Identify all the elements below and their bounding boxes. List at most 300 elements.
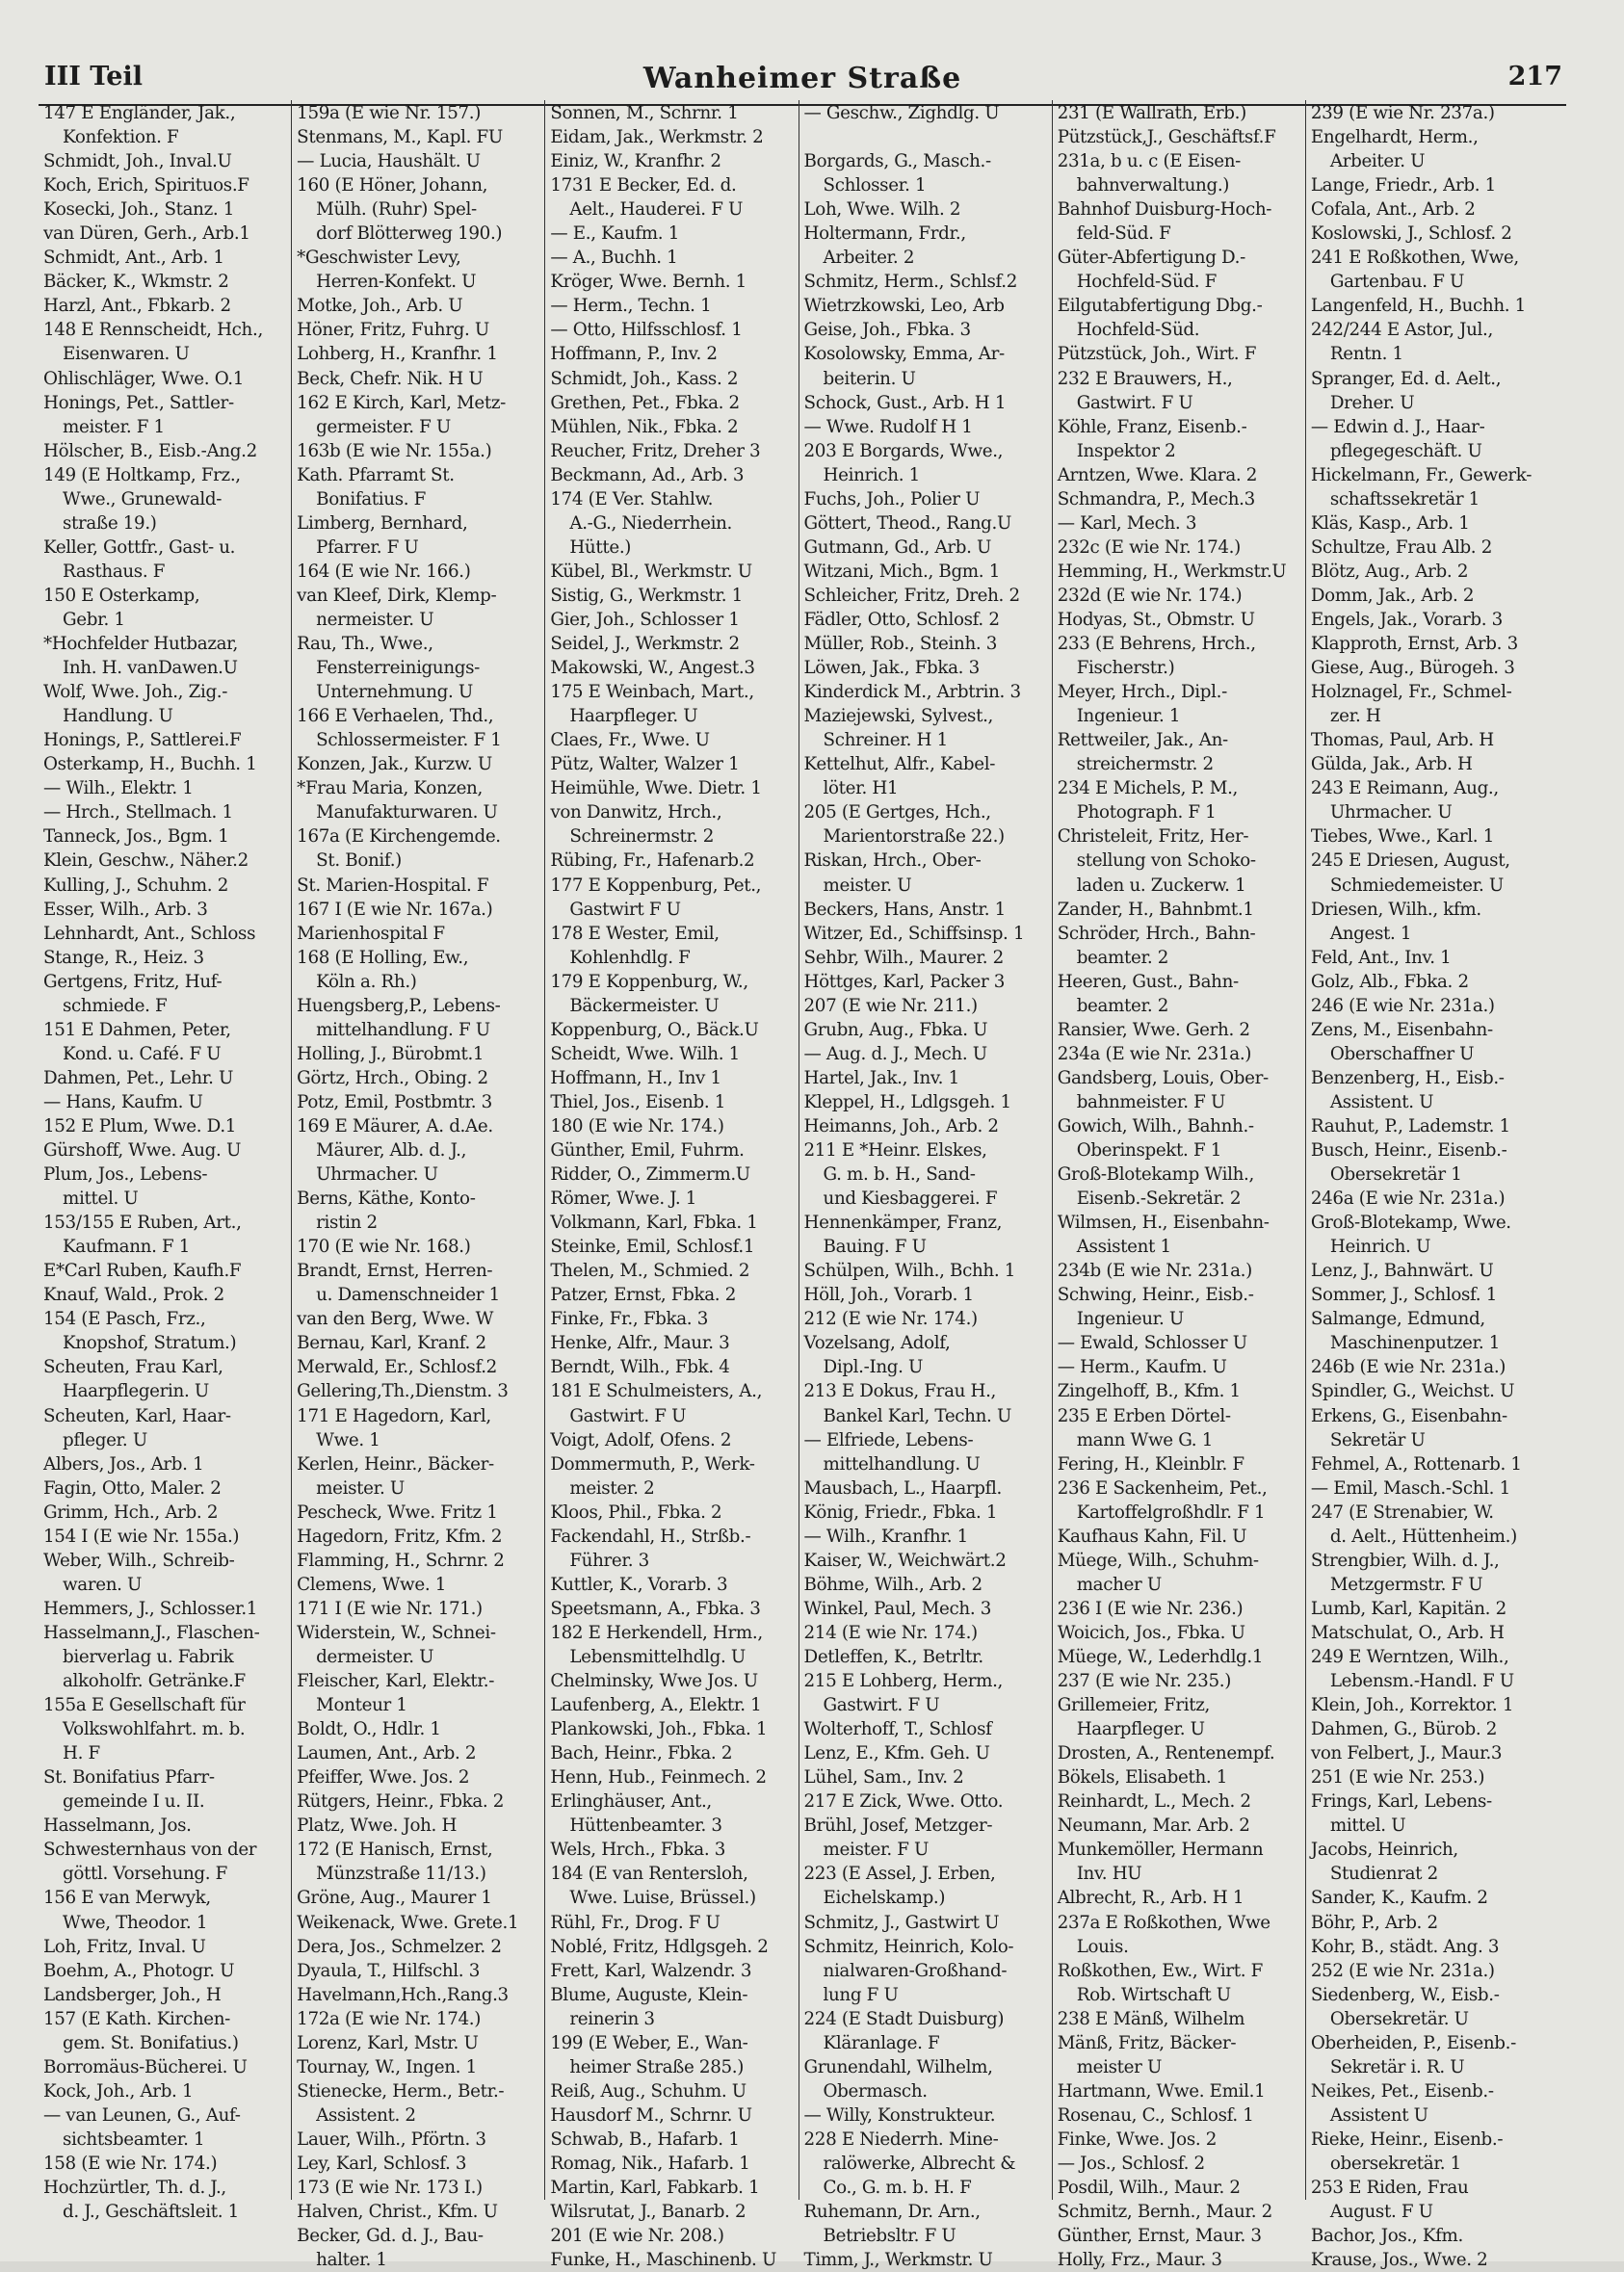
directory-entry-line: Kosecki, Joh., Stanz. 1 [43, 199, 235, 221]
directory-entry-line: Scheidt, Wwe. Wilh. 1 [550, 1043, 740, 1064]
directory-entry-line: Inspektor 2 [1076, 440, 1176, 461]
directory-entry-line: Gertgens, Fritz, Huf- [43, 971, 223, 992]
directory-entry-line: Groß-Blotekamp, Wwe. [1310, 1213, 1511, 1234]
directory-entry-line: Witzer, Ed., Schiffsinsp. 1 [803, 923, 1025, 944]
column-6 [1306, 100, 1559, 2271]
directory-entry-line: A.-G., Niederrhein. [569, 512, 732, 534]
directory-entry-line: Höll, Joh., Vorarb. 1 [803, 1285, 974, 1306]
directory-entry-line: bahnmeister. F U [1076, 1091, 1226, 1112]
directory-entry-line: schmiede. F [63, 995, 168, 1016]
directory-entry-line: Clemens, Wwe. 1 [297, 1574, 447, 1595]
directory-entry-line: Reiß, Aug., Schuhm. U [550, 2080, 747, 2102]
directory-entry-line: meister U [1076, 2056, 1163, 2077]
directory-entry-line: Becker, Gd. d. J., Bau- [297, 2226, 484, 2247]
directory-entry-line: Gastwirt. F U [823, 1695, 940, 1716]
directory-entry-line: pflegegeschäft. U [1329, 440, 1482, 461]
directory-entry-line: mittel. U [1329, 1815, 1406, 1837]
directory-entry-line: Tiebes, Wwe., Karl. 1 [1310, 826, 1494, 848]
directory-entry-line: Loh, Fritz, Inval. U [43, 1936, 206, 1957]
directory-entry-line: 182 E Herkendell, Hrm., [550, 1622, 763, 1643]
directory-entry-line: Knopshof, Stratum.) [63, 1333, 237, 1354]
directory-entry-line: Kröger, Wwe. Bernh. 1 [550, 272, 747, 293]
directory-entry-line: Wolf, Wwe. Joh., Zig.- [43, 682, 228, 703]
directory-entry-line: Grethen, Pet., Fbka. 2 [550, 392, 740, 413]
directory-entry-line: 232 E Brauwers, H., [1057, 368, 1233, 389]
directory-entry-line: St. Marien-Hospital. F [297, 875, 489, 896]
directory-entry-line: Meyer, Hrch., Dipl.- [1057, 682, 1227, 703]
directory-entry-line: Kerlen, Heinr., Bäcker- [297, 1453, 494, 1475]
directory-entry-line: Borgards, G., Masch.- [803, 151, 991, 172]
directory-entry-line: Gartenbau. F U [1329, 272, 1465, 293]
directory-entry-line: mittel. U [63, 1188, 139, 1210]
directory-entry-line: Rübing, Fr., Hafenarb.2 [550, 850, 755, 872]
directory-entry-line: Hochzürtler, Th. d. J., [43, 2178, 226, 2199]
directory-entry-line: Gellering,Th.,Dienstm. 3 [297, 1381, 509, 1402]
directory-entry-line: Maziejewski, Sylvest., [803, 706, 993, 727]
directory-entry-line: 152 E Plum, Wwe. D.1 [43, 1115, 237, 1136]
directory-entry-line: Vozelsang, Adolf, [803, 1333, 951, 1354]
directory-entry-line: Pfeiffer, Wwe. Jos. 2 [297, 1767, 470, 1789]
directory-entry-line: Oberheiden, P., Eisenb.- [1310, 2032, 1516, 2053]
directory-entry-line: dermeister. U [316, 1647, 434, 1667]
directory-entry-line: Flamming, H., Schrnr. 2 [297, 1550, 505, 1571]
directory-entry-line: Hennenkämper, Franz, [803, 1213, 1003, 1234]
directory-entry-line: Louis. [1076, 1936, 1129, 1957]
directory-entry-line: Schwing, Heinr., Eisb.- [1057, 1285, 1254, 1306]
directory-entry-line: Gastwirt. F U [1076, 392, 1193, 413]
directory-entry-line: Frings, Karl, Lebens- [1310, 1791, 1492, 1813]
directory-entry-line: Gutmann, Gd., Arb. U [803, 536, 992, 558]
directory-entry-line: streichermstr. 2 [1076, 754, 1214, 775]
directory-entry-line: Unternehmung. U [316, 682, 473, 703]
directory-entry-line: Roßkothen, Ew., Wirt. F [1057, 1960, 1264, 1981]
directory-entry-line: Schwesternhaus von der [43, 1840, 257, 1861]
directory-entry-line: 172a (E wie Nr. 174.) [297, 2008, 482, 2029]
directory-entry-line: 211 E *Heinr. Elskes, [803, 1140, 987, 1162]
directory-entry-line: Loh, Wwe. Wilh. 2 [803, 199, 961, 221]
directory-entry-line: Bauing. F U [823, 1237, 927, 1258]
directory-entry-line: Makowski, W., Angest.3 [550, 658, 755, 679]
directory-entry-line: 247 (E Strenabier, W. [1310, 1502, 1494, 1523]
directory-entry-line: Marientorstraße 22.) [823, 826, 1005, 848]
directory-entry-line: feld-Süd. F [1076, 223, 1171, 245]
directory-entry-line: nermeister. U [316, 609, 434, 630]
directory-entry-line: — E., Kaufm. 1 [550, 223, 679, 245]
directory-entry-line: Photograph. F 1 [1076, 802, 1217, 823]
directory-entry-line: 151 E Dahmen, Peter, [43, 1019, 231, 1040]
directory-entry-line: Reinhardt, L., Mech. 2 [1057, 1791, 1251, 1813]
directory-entry-line: Mäurer, Alb. d. J., [316, 1140, 467, 1162]
directory-entry-line: Kock, Joh., Arb. 1 [43, 2080, 194, 2102]
directory-entry-line: Bonifatius. F [316, 488, 427, 509]
directory-entry-line: Fensterreinigungs- [316, 658, 480, 679]
directory-entry-line: 154 (E Pasch, Frz., [43, 1309, 206, 1330]
directory-entry-line: Mausbach, L., Haarpfl. [803, 1477, 1003, 1499]
directory-entry-line: Müege, Wilh., Schuhm- [1057, 1550, 1259, 1571]
directory-entry-line: Betriebsltr. F U [823, 2226, 956, 2247]
directory-entry-line: Matschulat, O., Arb. H [1310, 1622, 1505, 1643]
directory-entry-line: Gier, Joh., Schlosser 1 [550, 609, 740, 630]
directory-entry-line: 167 I (E wie Nr. 167a.) [297, 899, 493, 920]
directory-columns [39, 100, 1559, 2271]
directory-entry-line: 214 (E wie Nr. 174.) [803, 1622, 978, 1643]
directory-entry-line: 246b (E wie Nr. 231a.) [1310, 1357, 1506, 1378]
directory-entry-line: Sander, K., Kaufm. 2 [1310, 1888, 1488, 1909]
directory-entry-line: 168 (E Holling, Ew., [297, 947, 469, 968]
directory-entry-line: 175 E Weinbach, Mart., [550, 682, 754, 703]
directory-entry-line: d. J., Geschäftsleit. 1 [63, 2202, 239, 2223]
directory-entry-line: meister. U [823, 875, 912, 896]
directory-entry-line: Löwen, Jak., Fbka. 3 [803, 658, 980, 679]
directory-entry-line: 224 (E Stadt Duisburg) [803, 2008, 1005, 2029]
directory-entry-line: *Frau Maria, Konzen, [297, 778, 483, 799]
directory-entry-line: Uhrmacher. U [1329, 802, 1453, 823]
directory-entry-line: Ohlischläger, Wwe. O.1 [43, 368, 245, 389]
directory-entry-line: Bachor, Jos., Kfm. [1310, 2226, 1463, 2247]
directory-entry-line: mann Wwe G. 1 [1076, 1429, 1214, 1450]
directory-entry-line: Günther, Ernst, Maur. 3 [1057, 2226, 1262, 2247]
directory-entry-line: 148 E Rennscheidt, Hch., [43, 320, 263, 341]
directory-entry-line: Lenz, J., Bahnwärt. U [1310, 1261, 1494, 1282]
directory-entry-line: Jacobs, Heinrich, [1310, 1840, 1458, 1861]
directory-entry-line: Konfektion. F [63, 127, 179, 148]
directory-entry-line: Martin, Karl, Fabkarb. 1 [550, 2178, 760, 2199]
directory-entry-line: gemeinde I u. II. [63, 1791, 205, 1813]
directory-entry-line: Blötz, Aug., Arb. 2 [1310, 561, 1469, 582]
directory-entry-line: Beckmann, Ad., Arb. 3 [550, 464, 745, 485]
directory-entry-line: gem. St. Bonifatius.) [63, 2032, 239, 2053]
directory-entry-line: pfleger. U [63, 1429, 147, 1450]
directory-entry-line: Krause, Jos., Wwe. 2 [1310, 2250, 1488, 2271]
directory-entry-line: 207 (E wie Nr. 211.) [803, 995, 978, 1016]
directory-entry-line: Haarpfleger. U [1076, 1719, 1205, 1740]
directory-entry-line: 156 E van Merwyk, [43, 1888, 211, 1909]
directory-entry-line: Frett, Karl, Walzendr. 3 [550, 1960, 752, 1981]
directory-entry-line: Borromäus-Bücherei. U [43, 2056, 248, 2077]
directory-entry-line: Grunendahl, Wilhelm, [803, 2056, 993, 2077]
directory-entry-line: — Geschw., Zighdlg. U [803, 103, 1000, 123]
directory-entry-line: Schlosser. 1 [823, 175, 927, 196]
directory-entry-line: Kath. Pfarramt St. [297, 464, 455, 485]
directory-entry-line: Schreinermstr. 2 [569, 826, 715, 848]
directory-entry-line: Kläranlage. F [823, 2032, 940, 2053]
street-title: Wanheimer Straße [642, 62, 962, 95]
directory-entry-line: 215 E Lohberg, Herm., [803, 1671, 1003, 1692]
directory-entry-line: Merwald, Er., Schlosf.2 [297, 1357, 497, 1378]
directory-entry-line: macher U [1076, 1574, 1162, 1595]
directory-entry-line: Drosten, A., Rentenempf. [1057, 1743, 1275, 1764]
directory-entry-line: Ridder, O., Zimmerm.U [550, 1164, 750, 1186]
directory-entry-line: Schmitz, J., Gastwirt U [803, 1912, 1000, 1933]
directory-entry-line: Berns, Käthe, Konto- [297, 1188, 476, 1210]
directory-entry-line: Hickelmann, Fr., Gewerk- [1310, 464, 1532, 485]
directory-entry-line: Assistent. U [1329, 1091, 1434, 1112]
directory-entry-line: Klein, Joh., Korrektor. 1 [1310, 1695, 1514, 1716]
directory-entry-line: — Hans, Kaufm. U [43, 1091, 203, 1112]
directory-entry-line: 217 E Zick, Wwe. Otto. [803, 1791, 1004, 1813]
directory-entry-line: Obermasch. [823, 2080, 928, 2102]
directory-entry-line: Schülpen, Wilh., Bchh. 1 [803, 1261, 1016, 1282]
directory-entry-line: Wwe., Grunewald- [63, 488, 223, 509]
directory-entry-line: 238 E Mänß, Wilhelm [1057, 2008, 1245, 2029]
directory-entry-line: Plankowski, Joh., Fbka. 1 [550, 1719, 768, 1740]
directory-entry-line: Cofala, Ant., Arb. 2 [1310, 199, 1476, 221]
directory-entry-line: Obersekretär. U [1329, 2008, 1469, 2029]
directory-entry-line: heimer Straße 285.) [569, 2056, 745, 2077]
directory-entry-line: Schultze, Frau Alb. 2 [1310, 536, 1492, 558]
column-5 [1053, 100, 1306, 2271]
directory-entry-line: 242/244 E Astor, Jul., [1310, 320, 1493, 341]
directory-entry-line: Bach, Heinr., Fbka. 2 [550, 1743, 733, 1764]
directory-entry-line: Monteur 1 [316, 1695, 407, 1716]
directory-entry-line: 158 (E wie Nr. 174.) [43, 2153, 218, 2174]
directory-entry-line: Assistent 1 [1076, 1237, 1171, 1258]
directory-entry-line: 232c (E wie Nr. 174.) [1057, 536, 1241, 558]
directory-entry-line: straße 19.) [63, 512, 157, 534]
directory-entry-line: Boehm, A., Photogr. U [43, 1960, 235, 1981]
directory-entry-line: 163b (E wie Nr. 155a.) [297, 440, 492, 461]
directory-entry-line: 213 E Dokus, Frau H., [803, 1381, 997, 1402]
directory-entry-line: Dipl.-Ing. U [823, 1357, 924, 1378]
directory-entry-line: Sommer, J., Schlosf. 1 [1310, 1285, 1498, 1306]
directory-entry-line: Arbeiter. 2 [823, 248, 915, 269]
directory-entry-line: 228 E Niederrh. Mine- [803, 2128, 999, 2150]
directory-entry-line: Rob. Wirtschaft U [1076, 1984, 1231, 2005]
directory-entry-line: Aelt., Hauderei. F U [569, 199, 744, 221]
directory-entry-line: Dommermuth, P., Werk- [550, 1453, 755, 1475]
directory-entry-line: Uhrmacher. U [316, 1164, 438, 1186]
directory-entry-line: Zander, H., Bahnbmt.1 [1057, 899, 1254, 920]
directory-entry-line: Gürshoff, Wwe. Aug. U [43, 1140, 242, 1162]
directory-entry-line: 245 E Driesen, August, [1310, 850, 1510, 872]
directory-entry-line: Claes, Fr., Wwe. U [550, 730, 710, 751]
directory-entry-line: Engelhardt, Herm., [1310, 127, 1479, 148]
directory-entry-line: Ingenieur. 1 [1076, 706, 1181, 727]
directory-entry-line: Gastwirt. F U [569, 1405, 687, 1426]
directory-entry-line: Höttges, Karl, Packer 3 [803, 971, 1006, 992]
directory-entry-line: Kartoffelgroßhdlr. F 1 [1076, 1502, 1266, 1523]
directory-entry-line: Honings, Pet., Sattler- [43, 392, 234, 413]
directory-entry-line: 1731 E Becker, Ed. d. [550, 175, 737, 196]
directory-entry-line: Busch, Heinr., Eisenb.- [1310, 1140, 1507, 1162]
directory-entry-line: obersekretär. 1 [1329, 2153, 1461, 2174]
directory-entry-line: — Ewald, Schlosser U [1057, 1333, 1247, 1354]
directory-entry-line: 205 (E Gertges, Hch., [803, 802, 991, 823]
directory-entry-line: Assistent. 2 [316, 2104, 416, 2126]
directory-entry-line: Bankel Karl, Techn. U [823, 1405, 1011, 1426]
directory-entry-line: Haarpflegerin. U [63, 1381, 209, 1402]
directory-entry-line: Stange, R., Heiz. 3 [43, 947, 204, 968]
directory-entry-line: Ransier, Wwe. Gerh. 2 [1057, 1019, 1250, 1040]
directory-entry-line: Oberschaffner U [1329, 1043, 1475, 1064]
directory-entry-line: 164 (E wie Nr. 166.) [297, 561, 471, 582]
directory-entry-line: Schmandra, P., Mech.3 [1057, 488, 1255, 509]
directory-entry-line: H. F [63, 1743, 100, 1764]
directory-entry-line: — Emil, Masch.-Schl. 1 [1310, 1477, 1510, 1499]
directory-entry-line: Domm, Jak., Arb. 2 [1310, 585, 1475, 606]
directory-entry-line: Wwe. Luise, Brüssel.) [569, 1888, 756, 1909]
directory-entry-line: Hochfeld-Süd. F [1076, 272, 1218, 293]
directory-entry-line: Handlung. U [63, 706, 173, 727]
directory-entry-line: Fehmel, A., Rottenarb. 1 [1310, 1453, 1522, 1475]
directory-entry-line: St. Bonifatius Pfarr- [43, 1767, 215, 1789]
directory-entry-line: Lumb, Karl, Kapitän. 2 [1310, 1598, 1506, 1619]
directory-entry-line: König, Friedr., Fbka. 1 [803, 1502, 998, 1523]
directory-entry-line: Eidam, Jak., Werkmstr. 2 [550, 127, 764, 148]
directory-entry-line: Görtz, Hrch., Obing. 2 [297, 1067, 488, 1088]
directory-entry-line: Sekretär i. R. U [1329, 2056, 1465, 2077]
directory-entry-line: Böhme, Wilh., Arb. 2 [803, 1574, 982, 1595]
directory-entry-line: Heinrich. 1 [823, 464, 920, 485]
directory-entry-line: reinerin 3 [569, 2008, 655, 2029]
directory-entry-line: — Hrch., Stellmach. 1 [43, 802, 233, 823]
directory-entry-line: Stenmans, M., Kapl. FU [297, 127, 503, 148]
directory-entry-line: — Otto, Hilfsschlosf. 1 [550, 320, 743, 341]
directory-entry-line: d. Aelt., Hüttenheim.) [1329, 1526, 1517, 1547]
directory-entry-line: 172 (E Hanisch, Ernst, [297, 1840, 493, 1861]
directory-entry-line: Sistig, G., Werkmstr. 1 [550, 585, 743, 606]
directory-entry-line: — Herm., Techn. 1 [550, 296, 712, 317]
directory-entry-line: Kuttler, K., Vorarb. 3 [550, 1574, 728, 1595]
directory-entry-line: Brandt, Ernst, Herren- [297, 1261, 493, 1282]
directory-entry-line: Studienrat 2 [1329, 1864, 1438, 1885]
directory-entry-line: Holznagel, Fr., Schmel- [1310, 682, 1512, 703]
directory-entry-line: G. m. b. H., Sand- [823, 1164, 976, 1186]
directory-entry-line: Schreiner. H 1 [823, 730, 948, 751]
directory-entry-line: Lorenz, Karl, Mstr. U [297, 2032, 479, 2053]
directory-entry-line: Romag, Nik., Hafarb. 1 [550, 2153, 750, 2174]
directory-entry-line: Schlossermeister. F 1 [316, 730, 502, 751]
directory-entry-line: Widerstein, W., Schnei- [297, 1622, 496, 1643]
directory-entry-line: 235 E Erben Dörtel- [1057, 1405, 1231, 1426]
directory-entry-line: Kloos, Phil., Fbka. 2 [550, 1502, 722, 1523]
directory-entry-line: Rühl, Fr., Drog. F U [550, 1912, 720, 1933]
directory-entry-line: Arntzen, Wwe. Klara. 2 [1057, 464, 1258, 485]
directory-entry-line: Dahmen, G., Bürob. 2 [1310, 1719, 1498, 1740]
directory-entry-line: Arbeiter. U [1329, 151, 1426, 172]
directory-entry-line: 153/155 E Ruben, Art., [43, 1213, 242, 1234]
directory-entry-line: 223 (E Assel, J. Erben, [803, 1864, 996, 1885]
directory-entry-line: Koslowski, J., Schlosf. 2 [1310, 223, 1512, 245]
directory-entry-line: Finke, Wwe. Jos. 2 [1057, 2128, 1218, 2150]
directory-entry-line: Dyaula, T., Hilfschl. 3 [297, 1960, 480, 1981]
directory-entry-line: Laufenberg, A., Elektr. 1 [550, 1695, 762, 1716]
directory-entry-line: Detleffen, K., Betrltr. [803, 1647, 983, 1667]
directory-entry-line: 184 (E van Rentersloh, [550, 1864, 748, 1885]
directory-entry-line: Güter-Abfertigung D.- [1057, 248, 1245, 269]
directory-entry-line: — Wwe. Rudolf H 1 [803, 416, 973, 437]
directory-entry-line: nialwaren-Großhand- [823, 1960, 1008, 1981]
directory-entry-line: Inv. HU [1076, 1864, 1142, 1885]
directory-entry-line: Schwab, B., Hafarb. 1 [550, 2128, 740, 2150]
directory-entry-line: Limberg, Bernhard, [297, 512, 468, 534]
directory-entry-line: Bäckermeister. U [569, 995, 720, 1016]
directory-entry-line: Seidel, J., Werkmstr. 2 [550, 634, 740, 655]
directory-entry-line: Finke, Fr., Fbka. 3 [550, 1309, 708, 1330]
directory-entry-line: von Danwitz, Hrch., [550, 802, 722, 823]
directory-entry-line: 159a (E wie Nr. 157.) [297, 103, 482, 123]
directory-entry-line: Wwe, Theodor. 1 [63, 1912, 208, 1933]
directory-entry-line: Oberinspekt. F 1 [1076, 1140, 1222, 1162]
directory-entry-line: Göttert, Theod., Rang.U [803, 512, 1012, 534]
directory-entry-line: schaftssekretär 1 [1329, 488, 1480, 509]
directory-entry-line: laden u. Zuckerw. 1 [1076, 875, 1246, 896]
directory-entry-line: Haarpfleger. U [569, 706, 698, 727]
directory-entry-line: 147 E Engländer, Jak., [43, 103, 236, 123]
directory-entry-line: Heimühle, Wwe. Dietr. 1 [550, 778, 762, 799]
directory-entry-line: 155a E Gesellschaft für [43, 1695, 246, 1716]
directory-entry-line: ristin 2 [316, 1213, 378, 1234]
directory-entry-line: Schröder, Hrch., Bahn- [1057, 923, 1256, 944]
directory-entry-line: Wels, Hrch., Fbka. 3 [550, 1840, 726, 1861]
directory-entry-line: Kond. u. Café. F U [63, 1043, 222, 1064]
directory-entry-line: 167a (E Kirchengemde. [297, 826, 501, 848]
directory-entry-line: Salmange, Edmund, [1310, 1309, 1485, 1330]
directory-entry-line: waren. U [63, 1574, 143, 1595]
directory-entry-line: Harzl, Ant., Fbkarb. 2 [43, 296, 231, 317]
directory-entry-line: Strengbier, Wilh. d. J., [1310, 1550, 1500, 1571]
directory-entry-line: 236 E Sackenheim, Pet., [1057, 1477, 1268, 1499]
directory-entry-line: Voigt, Adolf, Ofens. 2 [550, 1429, 732, 1450]
directory-entry-line: Kaiser, W., Weichwärt.2 [803, 1550, 1007, 1571]
directory-entry-line: *Hochfelder Hutbazar, [43, 634, 238, 655]
directory-entry-line: Tanneck, Jos., Bgm. 1 [43, 826, 229, 848]
directory-entry-line: Hoffmann, H., Inv 1 [550, 1067, 721, 1088]
directory-entry-line: Blume, Auguste, Klein- [550, 1984, 748, 2005]
directory-entry-line: Wilsrutat, J., Banarb. 2 [550, 2202, 747, 2223]
directory-entry-line: Beckers, Hans, Anstr. 1 [803, 899, 1006, 920]
directory-entry-line: Hemmers, J., Schlosser.1 [43, 1598, 258, 1619]
directory-entry-line: Schmidt, Ant., Arb. 1 [43, 248, 224, 269]
directory-entry-line: 234 E Michels, P. M., [1057, 778, 1239, 799]
directory-entry-line: Rau, Th., Wwe., [297, 634, 433, 655]
directory-entry-line: Fischerstr.) [1076, 658, 1175, 679]
directory-entry-line: 233 (E Behrens, Hrch., [1057, 634, 1256, 655]
directory-entry-line: Riskan, Hrch., Ober- [803, 850, 982, 872]
directory-entry-line: Esser, Wilh., Arb. 3 [43, 899, 208, 920]
directory-entry-line: Posdil, Wilh., Maur. 2 [1057, 2178, 1241, 2199]
directory-entry-line: Koppenburg, O., Bäck.U [550, 1019, 759, 1040]
directory-entry-line: Rauhut, P., Lademstr. 1 [1310, 1115, 1510, 1136]
directory-entry-line: Bäcker, K., Wkmstr. 2 [43, 272, 229, 293]
directory-entry-line: Fering, H., Kleinblr. F [1057, 1453, 1244, 1475]
directory-entry-line: Kettelhut, Alfr., Kabel- [803, 754, 996, 775]
directory-entry-line: — Elfriede, Lebens- [803, 1429, 974, 1450]
directory-entry-line: Mänß, Fritz, Bäcker- [1057, 2032, 1237, 2053]
directory-entry-line: löter. H1 [823, 778, 899, 799]
directory-entry-line: Römer, Wwe. J. 1 [550, 1188, 697, 1210]
directory-entry-line: 231a, b u. c (E Eisen- [1057, 151, 1241, 172]
directory-entry-line: Fädler, Otto, Schlosf. 2 [803, 609, 1000, 630]
directory-entry-line: Benzenberg, H., Eisb.- [1310, 1067, 1505, 1088]
directory-entry-line: Platz, Wwe. Joh. H [297, 1815, 458, 1837]
directory-entry-line: dorf Blötterweg 190.) [316, 223, 503, 245]
directory-entry-line: Christeleit, Fritz, Her- [1057, 826, 1249, 848]
directory-entry-line: sichtsbeamter. 1 [63, 2128, 205, 2150]
directory-entry-line: Driesen, Wilh., kfm. [1310, 899, 1481, 920]
directory-entry-line: Feld, Ant., Inv. 1 [1310, 947, 1452, 968]
directory-entry-line: Hasselmann, Jos. [43, 1815, 192, 1837]
directory-entry-line: Hodyas, St., Obmstr. U [1057, 609, 1255, 630]
directory-entry-line: germeister. F U [316, 416, 451, 437]
directory-entry-line: Ingenieur. U [1076, 1309, 1184, 1330]
directory-entry-line: — Jos., Schlosf. 2 [1057, 2153, 1205, 2174]
directory-entry-line: Weber, Wilh., Schreib- [43, 1550, 235, 1571]
directory-entry-line: 201 (E wie Nr. 208.) [550, 2226, 724, 2247]
directory-entry-line: — Willy, Konstrukteur. [803, 2104, 996, 2126]
directory-entry-line: Kosolowsky, Emma, Ar- [803, 344, 1005, 365]
directory-entry-line: Knauf, Wald., Prok. 2 [43, 1285, 224, 1306]
